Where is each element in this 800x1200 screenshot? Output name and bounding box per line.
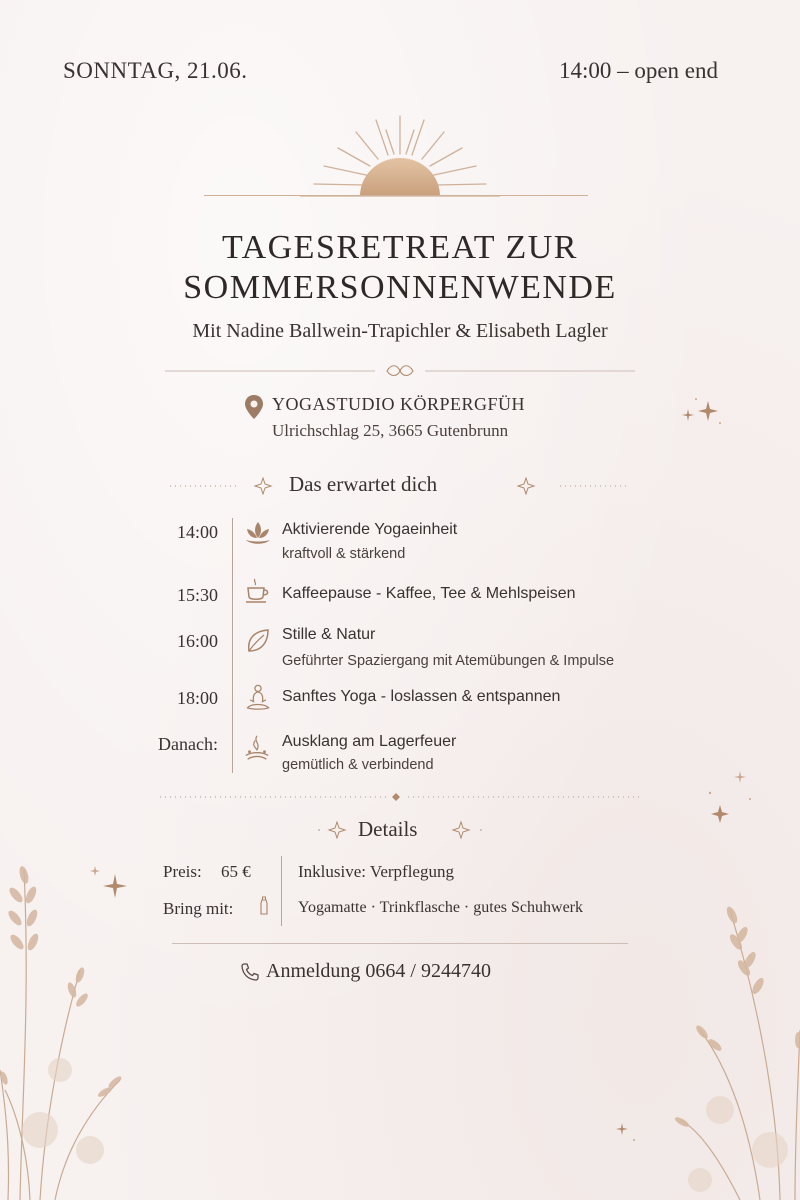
dotted-divider [160, 791, 640, 803]
sparkle-icon [700, 765, 760, 825]
location-address: Ulrichschlag 25, 3665 Gutenbrunn [272, 421, 509, 440]
coffee-cup-icon [243, 577, 273, 607]
price-value: 65 € [221, 862, 251, 881]
schedule-title: Sanftes Yoga - loslassen & entspannen [282, 688, 561, 705]
schedule-time: 15:30 [176, 585, 218, 605]
title-line-2: SOMMERSONNENWENDE [183, 269, 617, 306]
sun-icon [300, 110, 500, 200]
event-date: SONNTAG, 21.06. [63, 58, 248, 83]
schedule-time: Danach: [158, 734, 218, 754]
schedule-subtitle: kraftvoll & stärkend [282, 546, 406, 562]
leaf-icon [243, 626, 273, 656]
sparkle-icon [612, 1118, 642, 1148]
phone-icon [240, 962, 260, 982]
title-line-1: TAGESRETREAT ZUR [222, 229, 578, 266]
bring-label: Bring mit: [163, 899, 234, 918]
hosts-subtitle: Mit Nadine Ballwein-Trapichler & Elisabeth Lagler [192, 320, 608, 342]
ornament-divider [165, 362, 635, 380]
schedule-title: Stille & Natur [282, 626, 376, 643]
details-divider [281, 856, 282, 926]
campfire-icon [242, 733, 272, 763]
schedule-title: Aktivierende Yogaeinheit [282, 521, 458, 538]
schedule-time: 14:00 [176, 522, 218, 542]
details-heading: Details [358, 817, 418, 841]
schedule-title: Kaffeepause - Kaffee, Tee & Mehlspeisen [282, 585, 576, 602]
schedule-title: Ausklang am Lagerfeuer [282, 733, 457, 750]
bring-items: Yogamatte · Trinkflasche · gutes Schuhwerk [298, 899, 584, 916]
schedule-time: 16:00 [176, 631, 218, 651]
event-title [0, 228, 800, 308]
sparkle-icon [676, 395, 726, 430]
meditation-icon [243, 684, 273, 714]
bottle-icon [259, 896, 269, 916]
lotus-icon [243, 518, 273, 548]
schedule-time: 18:00 [176, 688, 218, 708]
inclusive-info: Inklusive: Verpflegung [298, 862, 454, 881]
event-time: 14:00 – open end [558, 58, 718, 83]
schedule-subtitle: Geführter Spaziergang mit Atemübungen & Impulse [282, 653, 615, 669]
dried-grass-illustration-right [660, 880, 800, 1200]
registration-phone[interactable]: Anmeldung 0664 / 9244740 [266, 960, 491, 982]
timeline-line [232, 518, 233, 773]
schedule-subtitle: gemütlich & verbindend [282, 757, 434, 773]
price-label: Preis: [163, 862, 202, 881]
schedule-heading: Das erwartet dich [289, 472, 438, 496]
dried-grass-illustration-left [0, 850, 140, 1200]
bottom-divider [172, 943, 628, 944]
location-name: YOGASTUDIO KÖRPERGFÜH [272, 394, 526, 414]
map-pin-icon [244, 394, 264, 420]
horizon-line [204, 195, 588, 196]
